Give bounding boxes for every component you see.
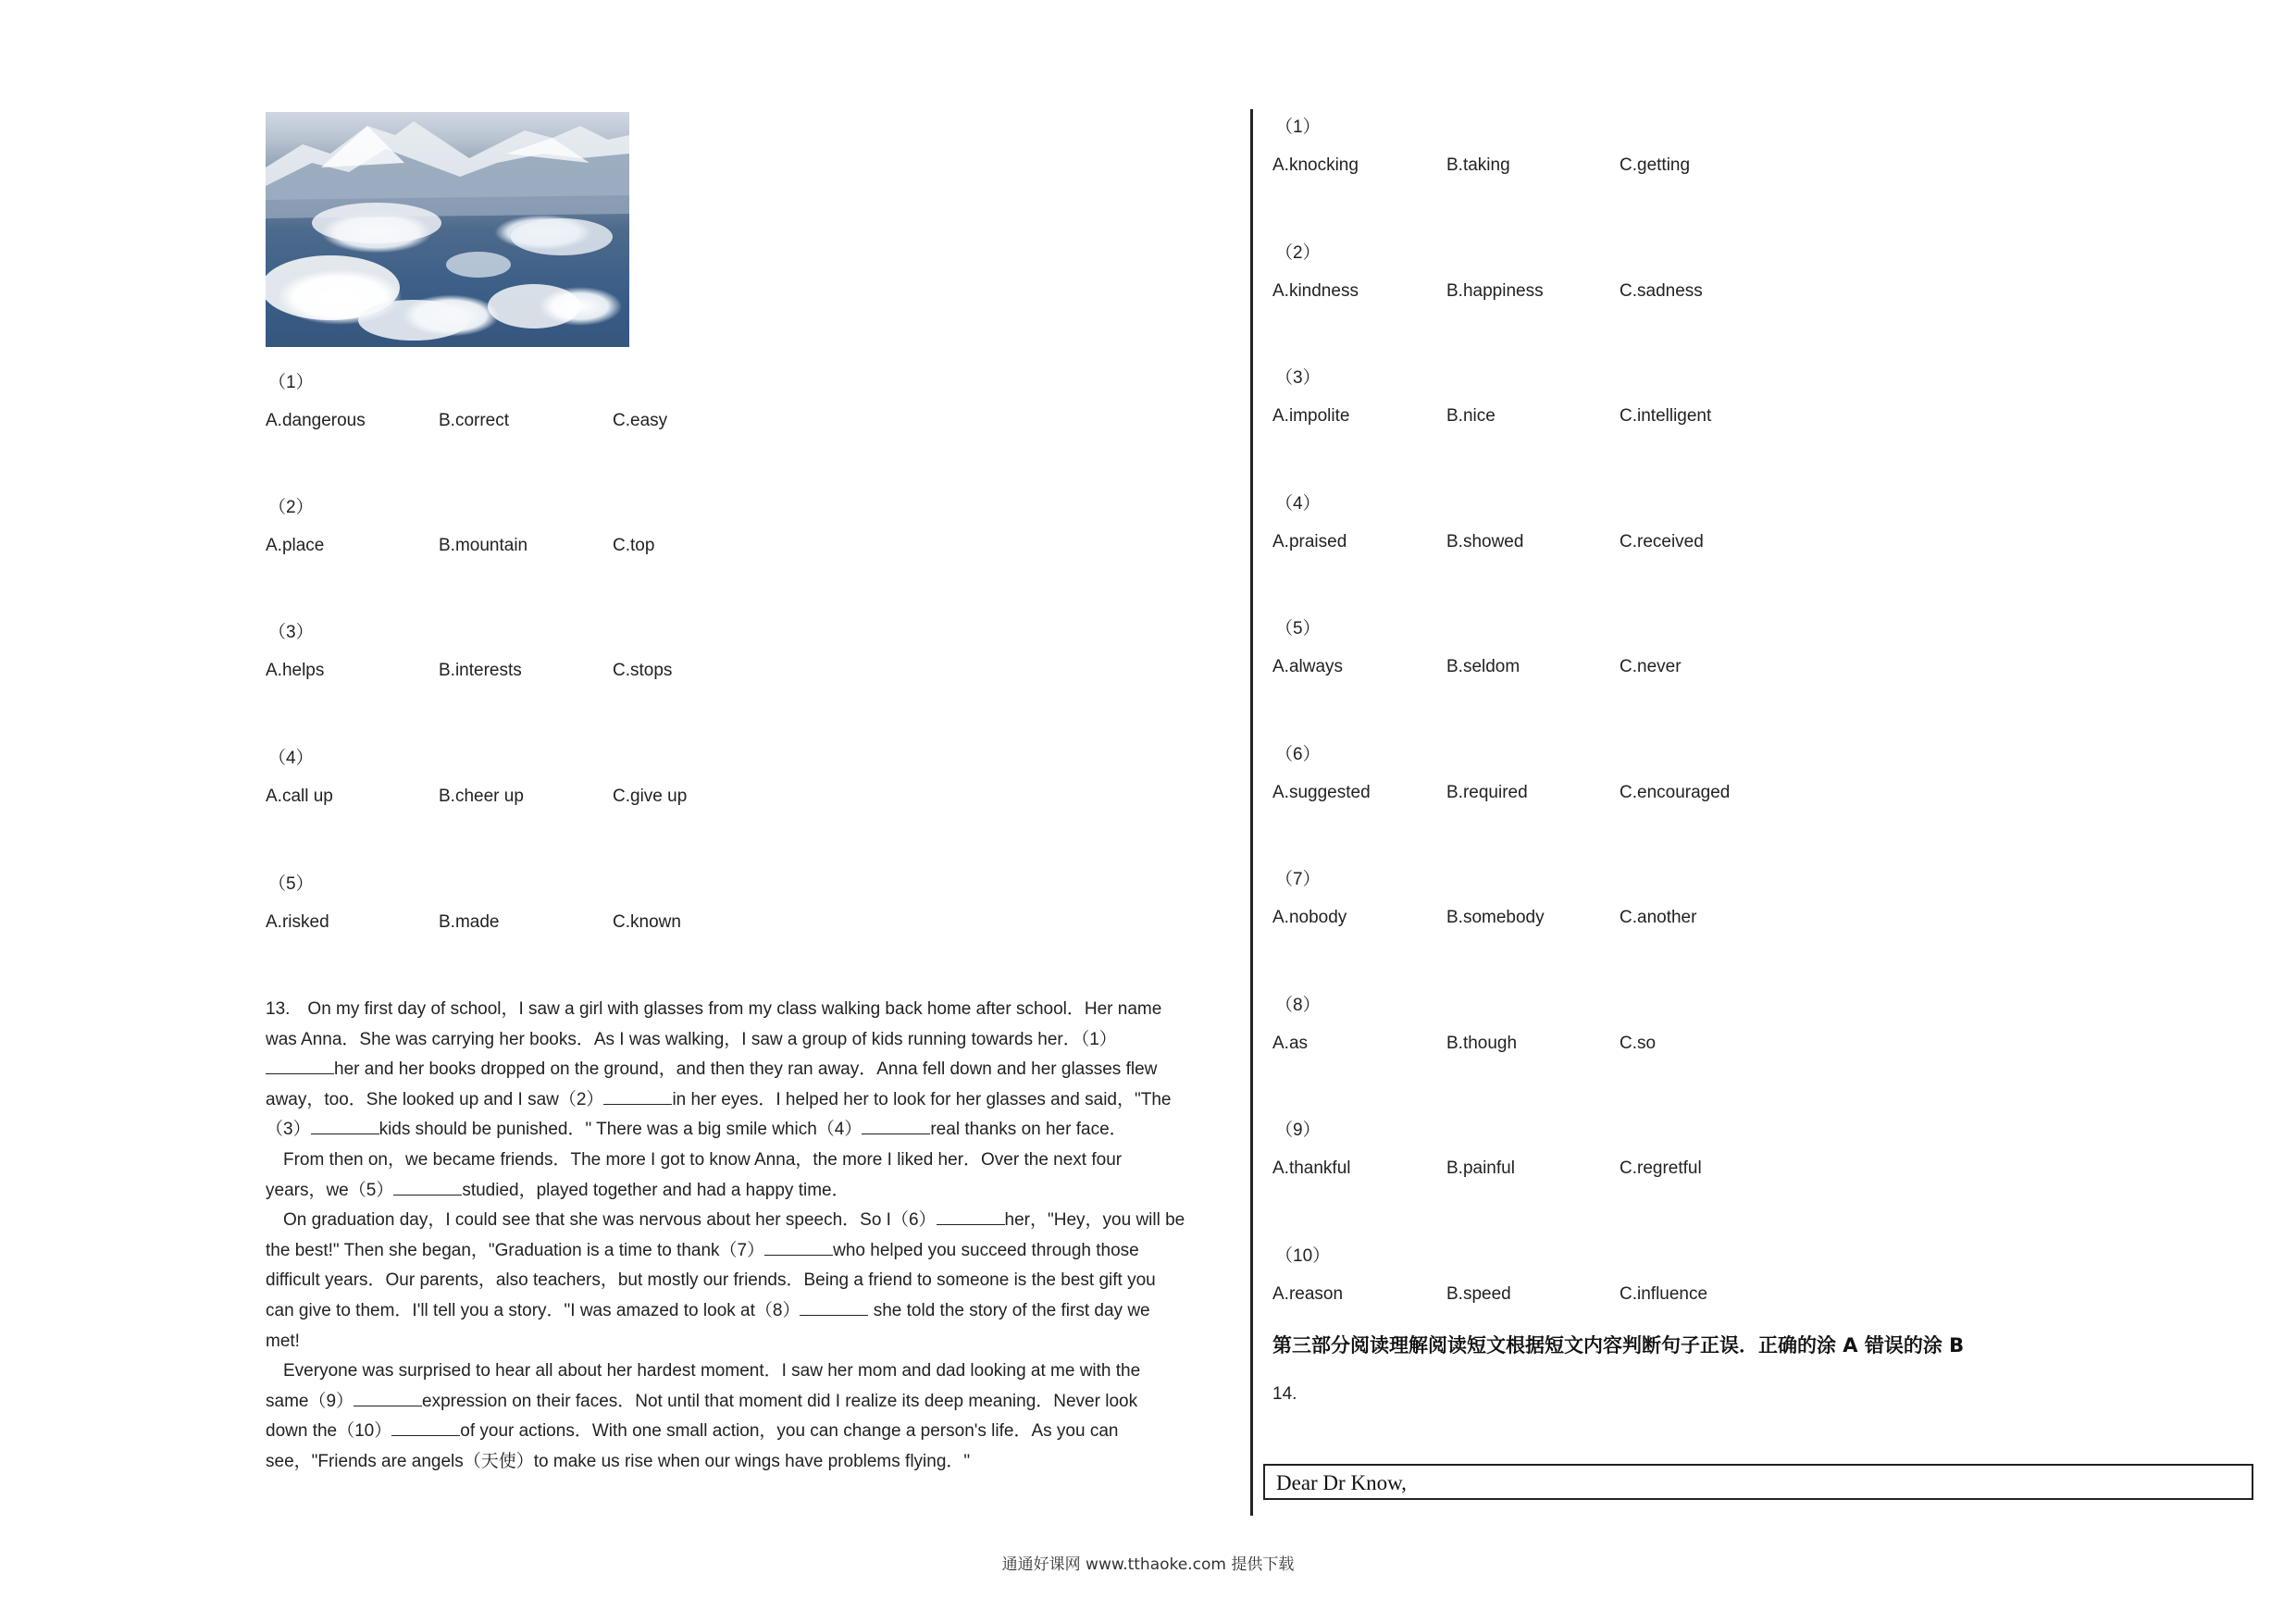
passage-13 [266,995,1237,1478]
left-q2-option-c[interactable]: C.top [613,536,655,555]
left-q3-option-b[interactable]: B.interests [439,661,522,680]
answer-blank[interactable] [391,1419,460,1436]
passage-line [266,995,1237,1025]
left-question-number-5: （5） [268,874,314,894]
right-question-number-1: （1） [1275,118,1321,137]
answer-blank[interactable] [862,1117,930,1134]
right-q4-option-a[interactable]: A.praised [1272,532,1347,551]
right-q1-option-b[interactable]: B.taking [1446,155,1510,175]
left-q3-option-c[interactable]: C.stops [613,661,673,680]
right-q10-option-a[interactable]: A.reason [1272,1284,1344,1304]
left-q5-option-a[interactable]: A.risked [266,912,329,932]
passage-text: years，we（5） [266,1180,394,1200]
letter-box [1263,1464,2253,1500]
answer-blank[interactable] [266,1057,334,1074]
answer-blank[interactable] [354,1389,422,1406]
left-q5-option-b[interactable]: B.made [439,912,500,932]
passage-line [266,1327,1237,1357]
answer-blank[interactable] [393,1178,462,1196]
passage-line [266,1357,1237,1387]
section-3-title: 第三部分阅读理解阅读短文根据短文内容判断句子正误．正确的涂 A 错误的涂 B [1272,1334,1965,1357]
passage-text: On graduation day，I could see that she was nervous about her speech．So I（6） [266,1210,937,1231]
right-q6-option-b[interactable]: B.required [1446,783,1528,802]
passage-line [266,1115,1237,1146]
right-question-number-3: （3） [1275,368,1321,388]
passage-text: （3） [266,1120,311,1140]
left-q2-option-b[interactable]: B.mountain [439,536,528,555]
right-question-number-7: （7） [1275,870,1321,889]
passage-line [266,1236,1237,1267]
right-q1-option-a[interactable]: A.knocking [1272,155,1359,175]
left-q4-option-a[interactable]: A.call up [266,787,333,806]
left-question-number-4: （4） [268,749,314,768]
left-q4-option-c[interactable]: C.give up [613,787,688,806]
left-question-number-1: （1） [268,373,314,392]
question-14-label: 14. [1272,1384,1297,1404]
passage-text: expression on their faces．Not until that moment did I realize its deep meaning．Never look [422,1391,1138,1411]
right-q10-option-b[interactable]: B.speed [1446,1284,1511,1304]
right-question-number-6: （6） [1275,745,1321,764]
answer-blank[interactable] [800,1298,868,1316]
passage-line [266,1417,1237,1447]
passage-line [266,1266,1237,1296]
passage-text: can give to them．I'll tell you a story．"I was amazed to look at（8） [266,1300,800,1320]
passage-text: 13. On my first day of school，I saw a girl with glasses from my class walking back home after school．Her name [266,999,1162,1019]
right-q5-option-b[interactable]: B.seldom [1446,657,1520,676]
passage-text: she told the story of the first day we [868,1300,1150,1320]
right-q2-option-c[interactable]: C.sadness [1620,281,1703,301]
passage-text: difficult years．Our parents，also teachers，but mostly our friends．Being a friend to someone is the best gift you [266,1270,1156,1291]
letter-greeting: Dear Dr Know, [1276,1471,1407,1494]
answer-blank[interactable] [603,1087,672,1105]
passage-line [266,1387,1237,1418]
passage-line [266,1085,1237,1116]
right-question-number-9: （9） [1275,1121,1321,1140]
passage-line [266,1447,1237,1478]
passage-text: met! [266,1331,300,1351]
passage-text: was Anna．She was carrying her books．As I was walking，I saw a group of kids running towards her．（1） [266,1029,1117,1049]
right-q9-option-a[interactable]: A.thankful [1272,1158,1351,1178]
passage-text: From then on，we became friends．The more I got to know Anna，the more I liked her．Over the next four [266,1149,1123,1170]
answer-blank[interactable] [937,1208,1005,1225]
right-q1-option-c[interactable]: C.getting [1620,155,1691,175]
passage-line [266,1176,1237,1207]
passage-line [266,1206,1237,1236]
right-q7-option-b[interactable]: B.somebody [1446,908,1545,927]
passage-text: kids should be punished．" There was a big smile which（4） [379,1120,863,1140]
right-question-number-8: （8） [1275,996,1321,1015]
passage-text: her and her books dropped on the ground，and then they ran away．Anna fell down and her glasses flew [334,1059,1158,1080]
right-q5-option-c[interactable]: C.never [1620,657,1682,676]
left-q1-option-b[interactable]: B.correct [439,411,510,430]
passage-text: see，"Friends are angels（天使）to make us rise when our wings have problems flying．" [266,1451,971,1471]
right-q9-option-c[interactable]: C.regretful [1620,1158,1702,1178]
right-q6-option-a[interactable]: A.suggested [1272,783,1371,802]
right-q7-option-a[interactable]: A.nobody [1272,908,1347,927]
passage-line [266,1296,1237,1327]
passage-text: who helped you succeed through those [833,1240,1139,1260]
left-question-number-2: （2） [268,498,314,517]
left-q1-option-c[interactable]: C.easy [613,411,668,430]
right-q3-option-a[interactable]: A.impolite [1272,406,1350,426]
passage-text: away，too．She looked up and I saw（2） [266,1089,604,1109]
right-q8-option-b[interactable]: B.though [1446,1034,1518,1053]
column-divider [1250,109,1253,1516]
right-q3-option-b[interactable]: B.nice [1446,406,1496,426]
footer-credit: 通通好课网 www.tthaoke.com 提供下载 [1001,1555,1295,1574]
left-q3-option-a[interactable]: A.helps [266,661,325,680]
passage-text: in her eyes．I helped her to look for her glasses and said，"The [672,1089,1172,1109]
right-question-number-10: （10） [1275,1246,1331,1266]
left-question-number-3: （3） [268,623,314,642]
right-q3-option-c[interactable]: C.intelligent [1620,406,1712,426]
answer-blank[interactable] [764,1238,833,1256]
right-q4-option-c[interactable]: C.received [1620,532,1704,551]
passage-text: down the（10） [266,1421,392,1442]
right-q9-option-b[interactable]: B.painful [1446,1158,1515,1178]
right-q8-option-c[interactable]: C.so [1620,1034,1657,1053]
passage-text: studied，played together and had a happy time． [462,1180,850,1200]
left-q2-option-a[interactable]: A.place [266,536,325,555]
answer-blank[interactable] [311,1117,379,1134]
right-q4-option-b[interactable]: B.showed [1446,532,1524,551]
left-q4-option-b[interactable]: B.cheer up [439,787,524,806]
right-q10-option-c[interactable]: C.influence [1620,1284,1708,1304]
right-question-number-5: （5） [1275,619,1321,638]
left-q5-option-c[interactable]: C.known [613,912,681,932]
right-q2-option-a[interactable]: A.kindness [1272,281,1359,301]
right-q7-option-c[interactable]: C.another [1620,908,1697,927]
left-q1-option-a[interactable]: A.dangerous [266,411,366,430]
passage-text: her，"Hey，you will be [1004,1210,1185,1231]
right-q8-option-a[interactable]: A.as [1272,1034,1309,1053]
passage-text: same（9） [266,1391,354,1411]
right-question-number-4: （4） [1275,494,1321,514]
right-question-number-2: （2） [1275,243,1321,263]
mountain-clouds-photo [266,112,629,347]
passage-text: of your actions．With one small action，you can change a person's life．As you can [460,1421,1119,1442]
right-q2-option-b[interactable]: B.happiness [1446,281,1544,301]
right-q5-option-a[interactable]: A.always [1272,657,1344,676]
passage-line [266,1146,1237,1176]
passage-text: Everyone was surprised to hear all about her hardest moment．I saw her mom and dad looking at me with the [266,1361,1141,1381]
passage-text: the best!" Then she began，"Graduation is a time to thank（7） [266,1240,765,1260]
passage-line [266,1025,1237,1056]
passage-line [266,1055,1237,1085]
right-q6-option-c[interactable]: C.encouraged [1620,783,1731,802]
passage-text: real thanks on her face． [930,1120,1127,1140]
